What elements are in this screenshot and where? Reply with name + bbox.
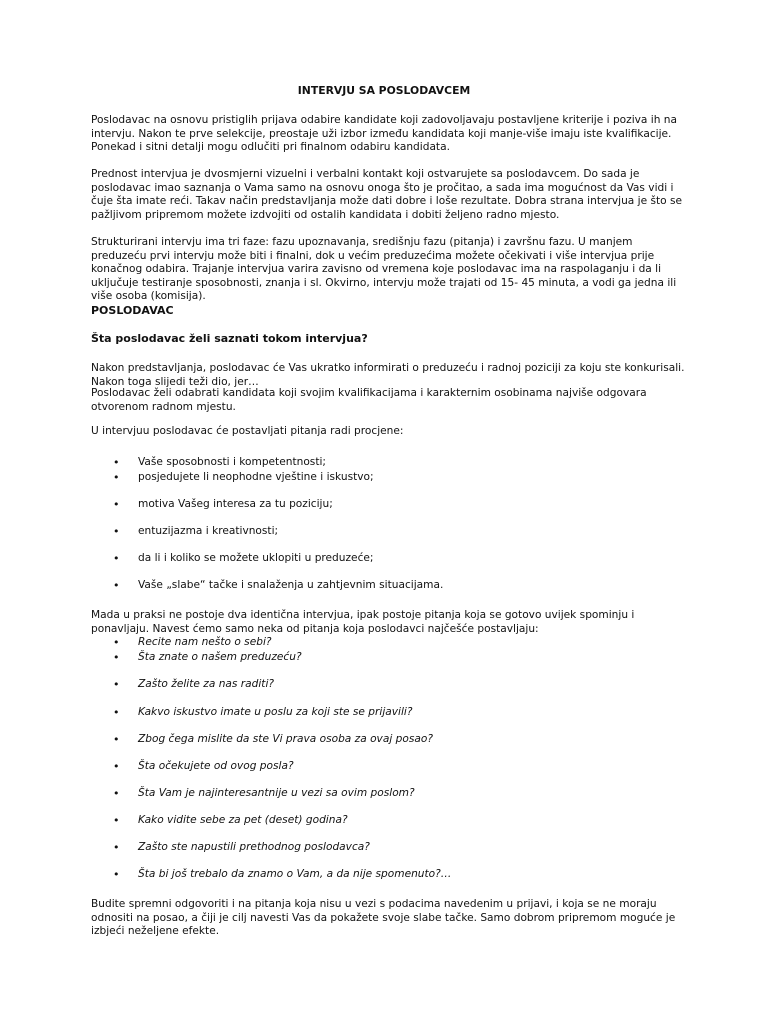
intro-paragraph-3: Strukturirani intervju ima tri faze: fazu upoznavanja, središnju fazu (pitanja) i završnu fazu. U manjem preduzeću prvi intervju može biti i finalni, dok u većim preduzećima možete očekivati i više intervjua prije konačnog odabira. Trajanje intervjua varira zavisno od vremena koje poslodavac ima na raspolaganju i da li uključuje testiranje sposobnosti, znanja i sl. Okvirno, intervju može trajati od 15- 45 minuta, a vodi ga jedna ili više osoba (komisija). (91, 236, 677, 302)
employer-paragraph-2: Poslodavac želi odabrati kandidata koji svojim kvalifikacijama i karakternim osobinama najviše odgovara otvorenom radnom mjestu. (91, 387, 647, 413)
assessment-intro: U intervjuu poslodavac će postavljati pitanja radi procjene: (91, 425, 404, 437)
intro-paragraph-1: Poslodavac na osnovu pristiglih prijava odabire kandidate koji zadovoljavaju postavljene kriterije i poziva ih na intervju. Nakon te prve selekcije, preostaje uži izbor između kandidata koji manje-više imaju iste kvalifikacije. Ponekad i sitni detalji mogu odlučiti pri finalnom odabiru kandidata. (91, 114, 678, 153)
document-title: INTERVJU SA POSLODAVCEM (297, 84, 471, 97)
list-item: • Recite nam nešto o sebi? (91, 636, 272, 650)
list-item: • Zašto želite za nas raditi? (91, 678, 274, 692)
intro-paragraph-2: Prednost intervjua je dvosmjerni vizuelni i verbalni kontakt koji ostvarujete sa poslodavcem. Do sada je poslodavac imao saznanja o Vama samo na osnovu onoga što je pročitao, a sada ima mogućnost da Vas vidi i čuje šta imate reći. Takav način predstavljanja može dati dobre i loše rezultate. Dobra strana intervjua je što se pažljivom pripremom možete izdvojiti od ostalih kandidata i dobiti željeno radno mjesto. (91, 168, 683, 221)
list-item: • da li i koliko se možete uklopiti u preduzeće; (91, 552, 373, 566)
questions-intro: Mada u praksi ne postoje dva identična intervjua, ipak postoje pitanja koja se gotovo uvijek spominju i ponavljaju. Navest ćemo samo neka od pitanja koja poslodavci najčešće postavljaju: (91, 609, 635, 635)
list-item: • Kako vidite sebe za pet (deset) godina? (91, 814, 348, 828)
employer-paragraph-1: Nakon predstavljanja, poslodavac će Vas ukratko informirati o preduzeću i radnoj poziciji za koju ste konkurisali. Nakon toga slijedi teži dio, jer… (91, 362, 685, 388)
list-item: • posjedujete li neophodne vještine i iskustvo; (91, 471, 374, 485)
sub-heading: Šta poslodavac želi saznati tokom intervjua? (91, 332, 368, 345)
list-item: • Šta znate o našem preduzeću? (91, 651, 302, 665)
list-item: • Šta bi još trebalo da znamo o Vam, a da nije spomenuto?… (91, 868, 451, 882)
closing-paragraph: Budite spremni odgovoriti i na pitanja koja nisu u vezi s podacima navedenim u prijavi, i koja se ne moraju odnositi na posao, a čiji je cilj navesti Vas da pokažete svoje slabe tačke. Samo dobrom pripremom moguće je izbjeći neželjene efekte. (91, 898, 676, 937)
list-item: • Šta Vam je najinteresantnije u vezi sa ovim poslom? (91, 787, 415, 801)
section-heading: POSLODAVAC (91, 304, 174, 317)
list-item: • motiva Vašeg interesa za tu poziciju; (91, 498, 333, 512)
list-item: • Šta očekujete od ovog posla? (91, 760, 294, 774)
list-item: • Zbog čega mislite da ste Vi prava osoba za ovaj posao? (91, 733, 433, 747)
list-item: • Zašto ste napustili prethodnog poslodavca? (91, 841, 370, 855)
list-item: • Vaše „slabe“ tačke i snalaženja u zahtjevnim situacijama. (91, 579, 443, 593)
list-item: • entuzijazma i kreativnosti; (91, 525, 278, 539)
list-item: • Kakvo iskustvo imate u poslu za koji ste se prijavili? (91, 706, 412, 720)
list-item: • Vaše sposobnosti i kompetentnosti; (91, 456, 326, 470)
